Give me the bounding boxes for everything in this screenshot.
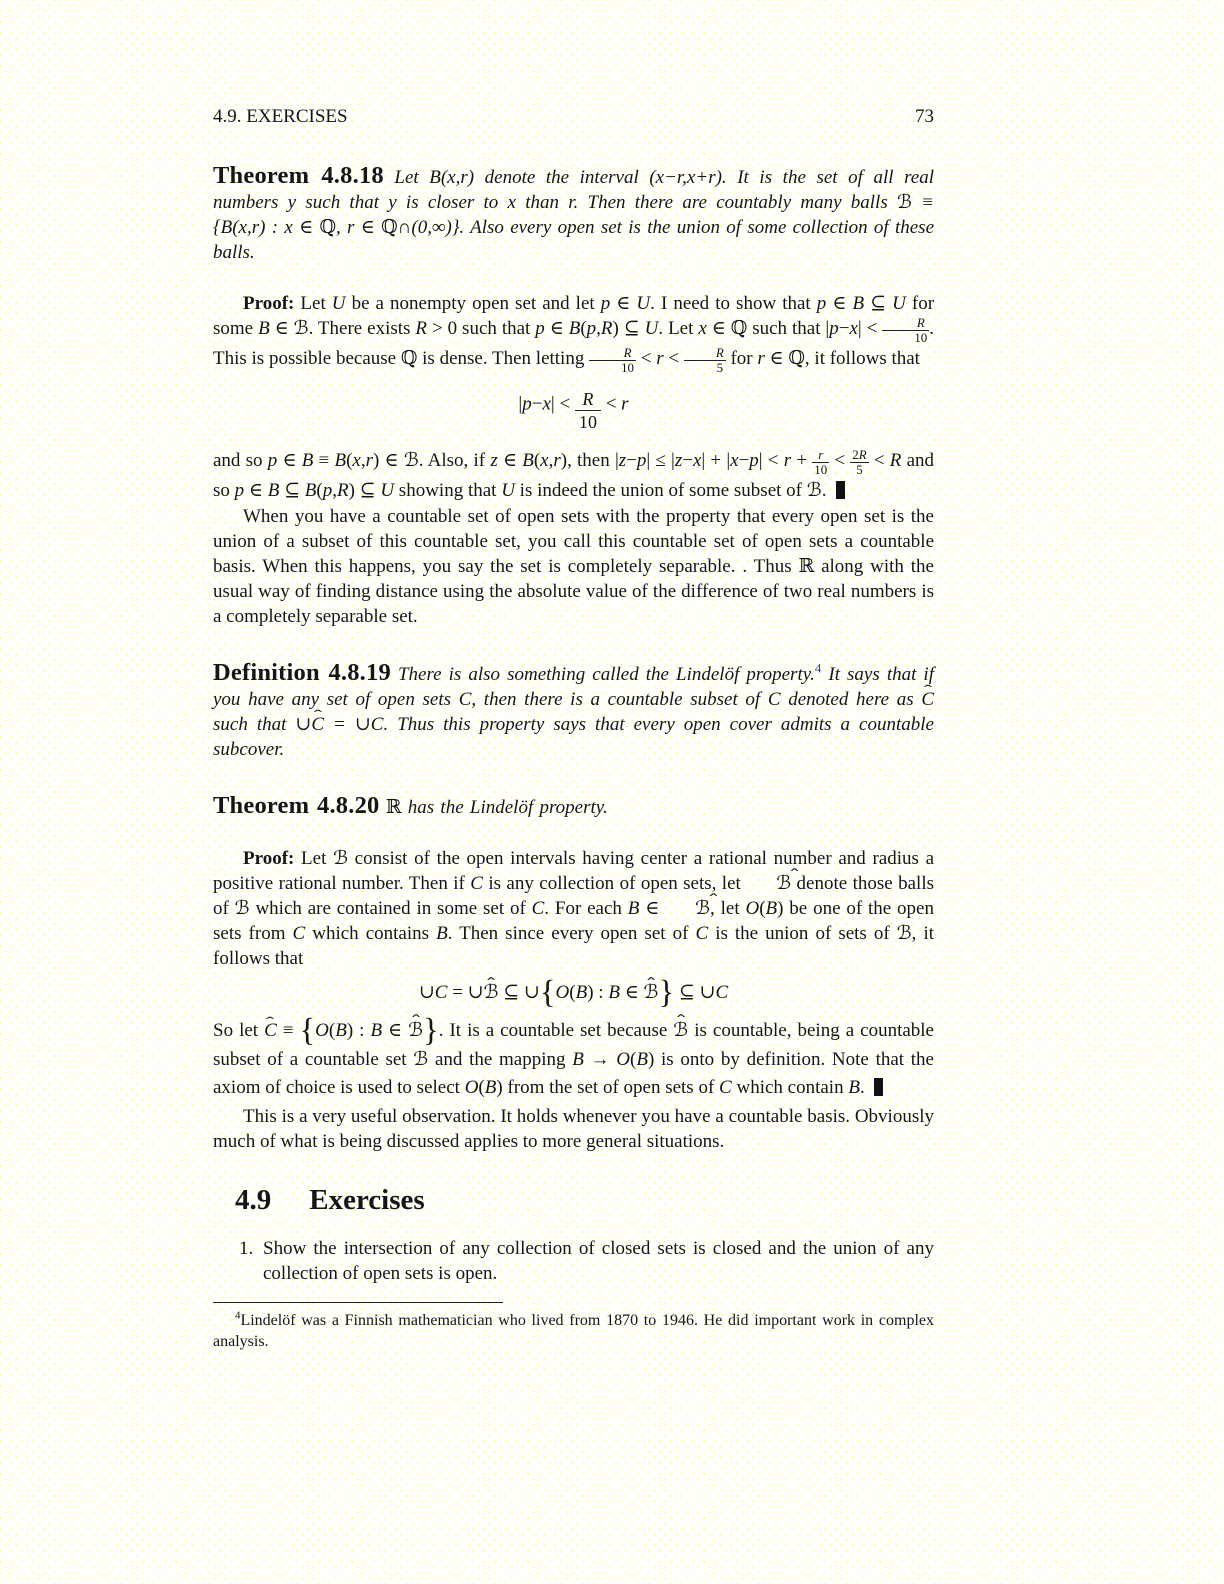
page-number: 73 xyxy=(915,106,934,127)
exercise-text: Show the intersection of any collection of closed sets is closed and the union of any collection of open sets is open. xyxy=(263,1237,934,1284)
footnote-text xyxy=(213,1310,934,1352)
proof-theorem-4-8-20: Proof: Let ℬ consist of the open intervals having center a rational number and radius a positive rational number. Then if C is any collection of open sets, let ℬ ˆ denote those balls of ℬ which are contained in some set of C. For each B ∈ ℬ ˆ, let O(B) be one of the open sets from C which contains B. Then since every open set of C is the union of sets of ℬ, it follows that xyxy=(213,846,934,971)
footnote-area xyxy=(213,1302,934,1352)
running-header xyxy=(213,104,934,129)
section-heading xyxy=(235,1183,934,1216)
paragraph-so-let: So let C ˆ ≡ {O(B) : B ∈ ℬ ˆ}. It is a countable set because ℬ ˆ is countable, being a countable subset of a countable set ℬ and the mapping B → O(B) is onto by definition. Note that the axiom of choice is used to select O(B) from the set of open sets of C which contain B. xyxy=(213,1016,934,1102)
footnote-body: $^4$Lindelöf was a Finnish mathematician who lived from 1870 to 1946. He did important work in complex analysis. xyxy=(213,1309,934,1350)
theorem-4-8-20: Theorem 4.8.20 ℝ has the Lindelöf property. xyxy=(213,791,608,819)
paragraph-countable-basis: When you have a countable set of open sets with the property that every open set is the union of a subset of this countable set, you call this countable set of open sets a countable basis. When this happens, you say the set is completely separable. . Thus ℝ along with the usual way of finding distance using the absolute value of the difference of two real numbers is a completely separable set. xyxy=(213,505,934,627)
section-title: Exercises xyxy=(309,1183,425,1216)
definition-4-8-19: Definition 4.8.19 There is also something called the Lindelöf property.$^4$ It says that if you have any set of open sets C, then there is a countable subset of C denoted here as C ˆ such that ∪C ˆ = ∪C. Thus this property says that every open cover admits a countable subcover. xyxy=(213,660,934,762)
section-number: 4.9 xyxy=(235,1183,272,1216)
theorem-4-8-18: Theorem 4.8.18 Let B(x,r) denote the interval (x−r,x+r). It is the set of all real numbers y such that y is closer to x than r. Then there are countably many balls ℬ ≡ {B(x,r) : x ∈ ℚ, r ∈ ℚ∩(0,∞)}. Also every open set is the union of some collection of these balls. xyxy=(213,162,935,263)
paragraph-useful-observation: This is a very useful observation. It holds whenever you have a countable basis. Obviously much of what is being discussed applies to more general situations. xyxy=(213,1105,934,1152)
running-header-section: 4.9. EXERCISES xyxy=(213,106,348,127)
proof-theorem-4-8-18: Proof: Let U be a nonempty open set and let p ∈ U. I need to show that p ∈ B ⊆ U for some B ∈ ℬ. There exists R > 0 such that p ∈ B(p,R) ⊆ U. Let x ∈ ℚ such that |p−x| < $\frac{R}{10}$ . This is possible because ℚ is dense. Then letting $\frac{R}{10}$ < r < $\frac{R}{5}$ for r ∈ ℚ, it follows that xyxy=(213,293,935,376)
footnote-rule xyxy=(213,1302,503,1303)
exercise-number: 1. xyxy=(239,1237,254,1259)
text-block xyxy=(213,0,934,1352)
display-equation-1: |p−x| < $\frac{R}{10}$ < r xyxy=(518,388,629,433)
display-equation-2: ∪C = ∪ℬ ˆ ⊆ ∪{O(B) : B ∈ ℬ ˆ} ⊆ ∪C xyxy=(213,980,934,1005)
exercise-item-1 xyxy=(213,1236,934,1286)
paragraph-and-so: and so p ∈ B ≡ B(x,r) ∈ ℬ. Also, if z ∈ B(x,r), then |z−p| ≤ |z−x| + |x−p| < r + $\frac{r}{10}$ < $\frac{2R}{5}$ < R and so p ∈ B ⊆ B(p,R) ⊆ U showing that U is indeed the union of some subset of ℬ. xyxy=(213,446,935,501)
